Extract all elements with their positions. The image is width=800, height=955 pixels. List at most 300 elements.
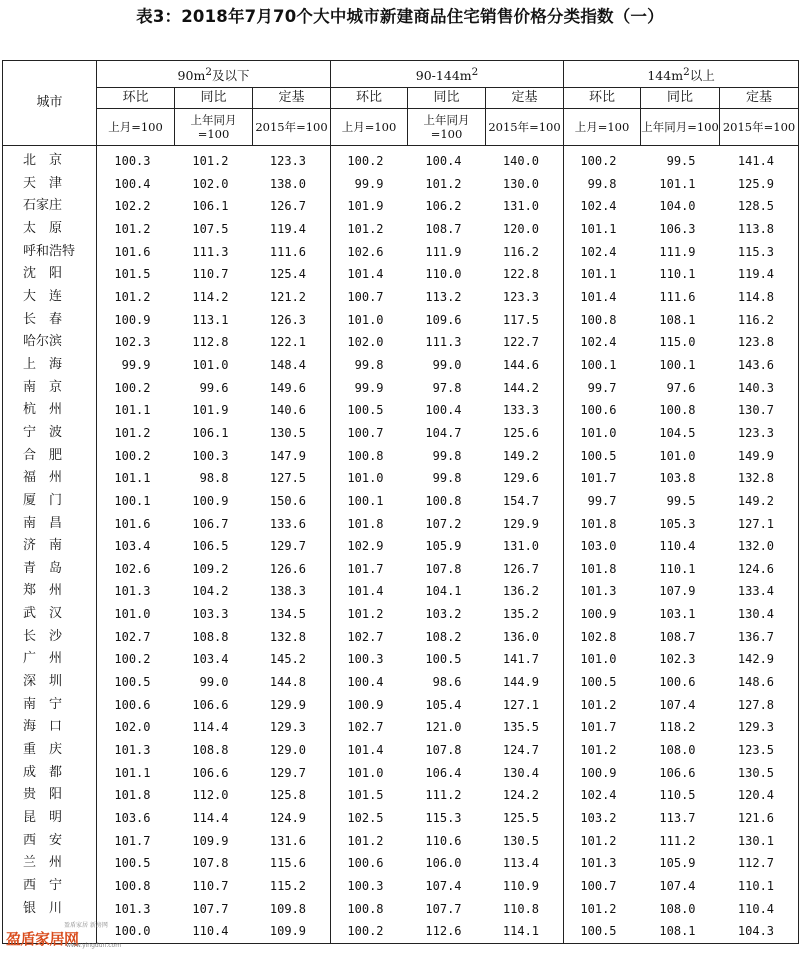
table-row <box>3 694 799 717</box>
index-value-cell: 115.6 <box>253 852 331 875</box>
index-value-cell: 107.4 <box>425 879 462 893</box>
index-value-cell: 131.0 <box>486 195 564 218</box>
index-value-cell: 108.2 <box>425 629 462 644</box>
index-value-cell: 99.8 <box>432 448 462 463</box>
city-name-cell: 重 庆 <box>3 739 97 762</box>
index-value-cell: 102.3 <box>659 652 696 667</box>
index-value-cell: 125.8 <box>253 784 331 807</box>
index-value-cell: 103.4 <box>114 539 151 554</box>
index-value-cell: 100.4 <box>425 403 462 418</box>
index-value-cell: 104.0 <box>659 199 696 214</box>
index-value-cell: 129.3 <box>253 716 331 739</box>
city-name-cell: 银 川 <box>3 898 97 921</box>
index-value-cell: 101.2 <box>114 221 151 236</box>
index-value-cell: 149.9 <box>720 445 799 468</box>
index-value-cell: 100.1 <box>347 493 384 508</box>
index-value-cell: 118.2 <box>659 720 696 735</box>
index-value-cell: 107.4 <box>659 879 696 893</box>
index-value-cell: 111.2 <box>659 833 696 848</box>
index-value-cell: 101.9 <box>192 403 229 418</box>
index-value-cell: 136.7 <box>720 626 799 649</box>
index-value-cell: 130.4 <box>720 603 799 626</box>
city-name-cell: 长 春 <box>3 309 97 332</box>
index-value-cell: 121.6 <box>720 807 799 830</box>
index-value-cell: 100.8 <box>659 403 696 418</box>
index-value-cell: 106.7 <box>192 516 229 531</box>
index-value-cell: 129.9 <box>486 513 564 536</box>
city-name-cell: 上 海 <box>3 354 97 377</box>
city-name-cell: 南 昌 <box>3 513 97 536</box>
index-value-cell: 132.8 <box>720 467 799 490</box>
index-value-cell: 102.6 <box>114 561 151 576</box>
mom-base-label: 上月=100 <box>331 109 408 146</box>
index-value-cell: 113.8 <box>720 218 799 241</box>
index-value-cell: 101.8 <box>580 516 617 531</box>
index-value-cell: 97.8 <box>432 380 462 395</box>
index-value-cell: 143.6 <box>720 354 799 377</box>
index-value-cell: 100.3 <box>347 879 384 893</box>
index-value-cell: 149.6 <box>253 377 331 400</box>
index-value-cell: 101.1 <box>114 471 151 486</box>
index-value-cell: 129.3 <box>720 716 799 739</box>
index-value-cell: 144.8 <box>253 671 331 694</box>
index-value-cell: 99.0 <box>432 357 462 372</box>
index-value-cell: 108.7 <box>425 221 462 236</box>
table-row <box>3 513 799 536</box>
index-value-cell: 111.9 <box>425 244 462 259</box>
city-name-cell: 沈 阳 <box>3 263 97 286</box>
index-value-cell: 100.2 <box>114 652 151 667</box>
index-value-cell: 123.3 <box>253 146 331 173</box>
group-header-small: $90m^2$及以下 <box>97 61 331 88</box>
index-value-cell: 110.0 <box>425 267 462 282</box>
index-value-cell: 101.8 <box>114 788 151 803</box>
index-value-cell: 108.7 <box>659 629 696 644</box>
mom-header: 环比 <box>97 88 175 109</box>
index-value-cell: 124.7 <box>486 739 564 762</box>
index-value-cell: 100.2 <box>347 154 384 168</box>
table-row <box>3 784 799 807</box>
yoy-base-label: 上年同月=100 <box>408 109 486 146</box>
index-value-cell: 100.4 <box>347 675 384 690</box>
index-value-cell: 100.1 <box>580 357 617 372</box>
index-value-cell: 99.0 <box>199 675 229 690</box>
index-value-cell: 129.9 <box>253 694 331 717</box>
index-value-cell: 99.7 <box>587 493 617 508</box>
index-value-cell: 101.4 <box>347 743 384 758</box>
index-value-cell: 102.0 <box>347 335 384 350</box>
index-value-cell: 124.9 <box>253 807 331 830</box>
city-name-cell: 济 南 <box>3 535 97 558</box>
index-value-cell: 111.3 <box>192 244 229 259</box>
index-value-cell: 107.7 <box>425 901 462 916</box>
index-value-cell: 125.6 <box>486 422 564 445</box>
index-value-cell: 123.8 <box>720 331 799 354</box>
index-value-cell: 101.8 <box>580 561 617 576</box>
index-value-cell: 108.1 <box>659 312 696 327</box>
index-value-cell: 135.2 <box>486 603 564 626</box>
table-row <box>3 875 799 898</box>
index-value-cell: 103.2 <box>580 811 617 826</box>
city-name-cell: 西 宁 <box>3 875 97 898</box>
index-value-cell: 110.7 <box>192 879 229 893</box>
index-value-cell: 102.4 <box>580 788 617 803</box>
index-value-cell: 101.0 <box>659 448 696 463</box>
index-value-cell: 106.3 <box>659 221 696 236</box>
index-value-cell: 101.0 <box>347 312 384 327</box>
city-column-header: 城市 <box>3 61 97 146</box>
index-value-cell: 107.8 <box>425 561 462 576</box>
index-value-cell: 101.7 <box>114 833 151 848</box>
index-value-cell: 101.3 <box>114 743 151 758</box>
index-value-cell: 117.5 <box>486 309 564 332</box>
mom-base-label: 上月=100 <box>564 109 641 146</box>
city-name-cell: 南 京 <box>3 377 97 400</box>
index-value-cell: 110.7 <box>192 267 229 282</box>
table-row <box>3 807 799 830</box>
watermark-small-text: 盈盾家居 新房网 <box>64 922 108 929</box>
index-value-cell: 99.5 <box>666 493 696 508</box>
index-value-cell: 100.5 <box>580 675 617 690</box>
city-name-cell: 大 连 <box>3 286 97 309</box>
index-value-cell: 108.1 <box>641 920 720 943</box>
group-header-large: $144m^2$以上 <box>564 61 799 88</box>
index-value-cell: 140.0 <box>486 146 564 173</box>
city-name-cell: 深 圳 <box>3 671 97 694</box>
index-value-cell: 101.3 <box>580 856 617 871</box>
city-name-cell: 南 宁 <box>3 694 97 717</box>
index-value-cell: 107.9 <box>659 584 696 599</box>
index-value-cell: 104.2 <box>192 584 229 599</box>
index-value-cell: 102.4 <box>580 244 617 259</box>
index-value-cell: 101.3 <box>580 584 617 599</box>
index-value-cell: 112.6 <box>408 920 486 943</box>
index-value-cell: 100.4 <box>114 176 151 191</box>
index-value-cell: 108.8 <box>192 743 229 758</box>
index-value-cell: 103.4 <box>192 652 229 667</box>
index-value-cell: 105.3 <box>659 516 696 531</box>
index-value-cell: 154.7 <box>486 490 564 513</box>
index-value-cell: 121.0 <box>425 720 462 735</box>
table-row <box>3 535 799 558</box>
yoy-header: 同比 <box>175 88 253 109</box>
index-value-cell: 101.4 <box>580 289 617 304</box>
index-value-cell: 111.9 <box>659 244 696 259</box>
table-row <box>3 195 799 218</box>
index-value-cell: 107.5 <box>192 221 229 236</box>
index-value-cell: 144.9 <box>486 671 564 694</box>
index-value-cell: 134.5 <box>253 603 331 626</box>
index-value-cell: 103.8 <box>659 471 696 486</box>
index-value-cell: 105.4 <box>425 697 462 712</box>
index-value-cell: 98.8 <box>199 471 229 486</box>
index-value-cell: 148.4 <box>253 354 331 377</box>
index-value-cell: 101.4 <box>347 267 384 282</box>
index-value-cell: 114.8 <box>720 286 799 309</box>
index-value-cell: 99.9 <box>121 357 151 372</box>
index-value-cell: 110.4 <box>175 920 253 943</box>
index-value-cell: 114.4 <box>192 811 229 826</box>
index-value-cell: 101.9 <box>347 199 384 214</box>
index-value-cell: 101.2 <box>580 697 617 712</box>
fixed-base-label: 2015年=100 <box>720 109 799 146</box>
index-value-cell: 100.5 <box>564 920 641 943</box>
index-value-cell: 101.6 <box>114 244 151 259</box>
index-value-cell: 101.7 <box>347 561 384 576</box>
city-name-cell: 福 州 <box>3 467 97 490</box>
fixed-base-header: 定基 <box>720 88 799 109</box>
index-value-cell: 108.0 <box>659 743 696 758</box>
index-value-cell: 100.6 <box>580 403 617 418</box>
index-value-cell: 100.8 <box>580 312 617 327</box>
index-value-cell: 101.0 <box>580 425 617 440</box>
index-value-cell: 109.9 <box>253 920 331 943</box>
index-value-cell: 121.2 <box>253 286 331 309</box>
index-value-cell: 150.6 <box>253 490 331 513</box>
city-name-cell: 郑 州 <box>3 580 97 603</box>
city-name-cell: 贵 阳 <box>3 784 97 807</box>
index-value-cell: 102.2 <box>114 199 151 214</box>
index-value-cell: 102.4 <box>580 199 617 214</box>
index-value-cell: 131.6 <box>253 830 331 853</box>
city-name-cell: 西 安 <box>3 830 97 853</box>
table-row <box>3 263 799 286</box>
table-row <box>3 218 799 241</box>
index-value-cell: 107.4 <box>659 697 696 712</box>
index-value-cell: 100.5 <box>425 652 462 667</box>
index-value-cell: 100.3 <box>347 652 384 667</box>
index-value-cell: 101.7 <box>580 471 617 486</box>
index-value-cell: 126.7 <box>253 195 331 218</box>
city-name-cell: 呼和浩特 <box>3 241 97 264</box>
index-value-cell: 110.1 <box>659 267 696 282</box>
index-value-cell: 147.9 <box>253 445 331 468</box>
index-value-cell: 126.3 <box>253 309 331 332</box>
index-value-cell: 110.8 <box>486 898 564 921</box>
index-value-cell: 112.7 <box>720 852 799 875</box>
table-row <box>3 558 799 581</box>
index-value-cell: 101.1 <box>114 765 151 780</box>
index-value-cell: 126.6 <box>253 558 331 581</box>
index-value-cell: 100.6 <box>659 675 696 690</box>
city-name-cell: 广 州 <box>3 648 97 671</box>
index-value-cell: 101.2 <box>114 425 151 440</box>
index-value-cell: 132.0 <box>720 535 799 558</box>
index-value-cell: 100.4 <box>425 154 462 168</box>
index-value-cell: 101.6 <box>114 516 151 531</box>
index-value-cell: 100.3 <box>114 154 151 168</box>
index-value-cell: 119.4 <box>720 263 799 286</box>
index-value-cell: 103.6 <box>114 811 151 826</box>
index-value-cell: 101.0 <box>114 607 151 622</box>
index-value-cell: 99.8 <box>354 357 384 372</box>
watermark-main-text: 盈盾家居网 <box>6 930 79 948</box>
table-row <box>3 241 799 264</box>
index-value-cell: 130.5 <box>486 830 564 853</box>
index-value-cell: 106.1 <box>192 199 229 214</box>
table-row <box>3 377 799 400</box>
index-value-cell: 111.6 <box>253 241 331 264</box>
index-value-cell: 130.7 <box>720 399 799 422</box>
index-value-cell: 108.0 <box>659 901 696 916</box>
index-value-cell: 101.1 <box>580 267 617 282</box>
index-value-cell: 149.2 <box>720 490 799 513</box>
city-name-cell: 天 津 <box>3 173 97 196</box>
table-row <box>3 920 799 943</box>
index-value-cell: 127.1 <box>486 694 564 717</box>
yoy-base-label: 上年同月=100 <box>175 109 253 146</box>
index-value-cell: 99.6 <box>199 380 229 395</box>
index-value-cell: 100.2 <box>580 154 617 168</box>
index-value-cell: 136.2 <box>486 580 564 603</box>
fixed-base-header: 定基 <box>486 88 564 109</box>
index-value-cell: 111.6 <box>659 289 696 304</box>
table-row <box>3 648 799 671</box>
index-value-cell: 114.1 <box>486 920 564 943</box>
index-value-cell: 102.6 <box>347 244 384 259</box>
index-value-cell: 105.9 <box>659 856 696 871</box>
index-value-cell: 104.3 <box>720 920 799 943</box>
index-value-cell: 136.0 <box>486 626 564 649</box>
index-value-cell: 100.9 <box>114 312 151 327</box>
index-value-cell: 129.7 <box>253 535 331 558</box>
index-value-cell: 100.1 <box>659 357 696 372</box>
table-row <box>3 490 799 513</box>
index-value-cell: 115.2 <box>253 875 331 898</box>
index-value-cell: 111.3 <box>425 335 462 350</box>
index-value-cell: 102.8 <box>580 629 617 644</box>
index-value-cell: 102.7 <box>347 720 384 735</box>
index-value-cell: 124.2 <box>486 784 564 807</box>
index-value-cell: 141.7 <box>486 648 564 671</box>
index-value-cell: 100.9 <box>347 697 384 712</box>
index-value-cell: 103.3 <box>192 607 229 622</box>
index-value-cell: 129.7 <box>253 762 331 785</box>
index-value-cell: 109.8 <box>253 898 331 921</box>
index-value-cell: 100.3 <box>192 448 229 463</box>
group-header-medium: $90-144m^2$ <box>331 61 564 88</box>
index-value-cell: 148.6 <box>720 671 799 694</box>
index-value-cell: 106.2 <box>425 199 462 214</box>
index-value-cell: 101.2 <box>580 833 617 848</box>
index-value-cell: 99.9 <box>354 176 384 191</box>
index-value-cell: 100.2 <box>114 380 151 395</box>
table-row <box>3 467 799 490</box>
index-value-cell: 133.3 <box>486 399 564 422</box>
index-value-cell: 103.2 <box>425 607 462 622</box>
city-name-cell: 海 口 <box>3 716 97 739</box>
index-value-cell: 101.8 <box>347 516 384 531</box>
index-value-cell: 115.0 <box>659 335 696 350</box>
city-name-cell: 武 汉 <box>3 603 97 626</box>
index-value-cell: 130.4 <box>486 762 564 785</box>
yoy-header: 同比 <box>641 88 720 109</box>
index-value-cell: 101.0 <box>347 471 384 486</box>
index-value-cell: 110.1 <box>659 561 696 576</box>
index-value-cell: 127.8 <box>720 694 799 717</box>
index-value-cell: 113.7 <box>659 811 696 826</box>
index-value-cell: 106.5 <box>192 539 229 554</box>
index-value-cell: 101.5 <box>347 788 384 803</box>
index-value-cell: 101.3 <box>114 901 151 916</box>
index-value-cell: 102.0 <box>114 720 151 735</box>
fixed-base-label: 2015年=100 <box>486 109 564 146</box>
index-value-cell: 130.5 <box>253 422 331 445</box>
city-name-cell: 长 沙 <box>3 626 97 649</box>
index-value-cell: 99.8 <box>587 176 617 191</box>
index-value-cell: 100.6 <box>347 856 384 871</box>
index-value-cell: 127.1 <box>720 513 799 536</box>
index-value-cell: 101.2 <box>192 154 229 168</box>
page-title: 表3：2018年7月70个大中城市新建商品住宅销售价格分类指数（一） <box>136 7 664 26</box>
table-row <box>3 852 799 875</box>
index-value-cell: 130.0 <box>486 173 564 196</box>
index-value-cell: 100.2 <box>114 448 151 463</box>
index-value-cell: 122.1 <box>253 331 331 354</box>
index-value-cell: 100.5 <box>114 675 151 690</box>
table-row <box>3 830 799 853</box>
index-value-cell: 106.0 <box>425 856 462 871</box>
table-row <box>3 422 799 445</box>
index-value-cell: 122.8 <box>486 263 564 286</box>
index-value-cell: 106.1 <box>192 425 229 440</box>
index-value-cell: 101.2 <box>347 221 384 236</box>
index-value-cell: 114.4 <box>192 720 229 735</box>
index-value-cell: 126.7 <box>486 558 564 581</box>
index-value-cell: 113.4 <box>486 852 564 875</box>
table-row <box>3 580 799 603</box>
index-value-cell: 99.7 <box>587 380 617 395</box>
index-value-cell: 101.2 <box>580 743 617 758</box>
index-value-cell: 108.8 <box>192 629 229 644</box>
fixed-base-label: 2015年=100 <box>253 109 331 146</box>
table-row <box>3 309 799 332</box>
index-value-cell: 101.2 <box>347 607 384 622</box>
index-value-cell: 125.5 <box>486 807 564 830</box>
index-value-cell: 100.1 <box>114 493 151 508</box>
index-value-cell: 138.3 <box>253 580 331 603</box>
index-value-cell: 110.1 <box>720 875 799 898</box>
index-value-cell: 140.3 <box>720 377 799 400</box>
index-value-cell: 101.3 <box>114 584 151 599</box>
index-value-cell: 100.9 <box>580 607 617 622</box>
index-value-cell: 135.5 <box>486 716 564 739</box>
index-value-cell: 97.6 <box>666 380 696 395</box>
table-row <box>3 286 799 309</box>
index-value-cell: 140.6 <box>253 399 331 422</box>
index-value-cell: 103.1 <box>659 607 696 622</box>
index-value-cell: 101.7 <box>580 720 617 735</box>
index-value-cell: 100.8 <box>425 493 462 508</box>
index-value-cell: 125.9 <box>720 173 799 196</box>
index-value-cell: 112.0 <box>192 788 229 803</box>
index-value-cell: 102.5 <box>347 811 384 826</box>
index-value-cell: 115.3 <box>720 241 799 264</box>
index-value-cell: 141.4 <box>720 146 799 173</box>
index-value-cell: 103.0 <box>580 539 617 554</box>
index-value-cell: 110.4 <box>659 539 696 554</box>
index-value-cell: 142.9 <box>720 648 799 671</box>
index-value-cell: 101.2 <box>580 901 617 916</box>
index-value-cell: 98.6 <box>432 675 462 690</box>
index-value-cell: 132.8 <box>253 626 331 649</box>
index-value-cell: 120.0 <box>486 218 564 241</box>
index-value-cell: 99.5 <box>666 154 696 168</box>
index-value-cell: 101.0 <box>347 765 384 780</box>
index-value-cell: 101.2 <box>425 176 462 191</box>
index-value-cell: 109.6 <box>425 312 462 327</box>
index-value-cell: 127.5 <box>253 467 331 490</box>
